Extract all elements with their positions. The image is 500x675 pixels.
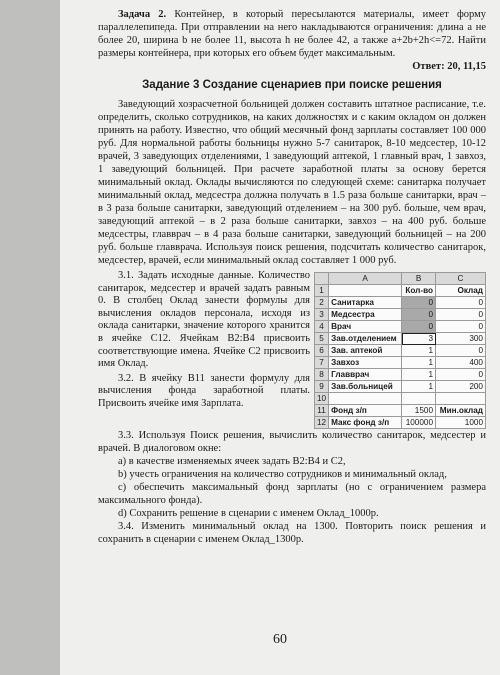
sheet-row bbox=[315, 309, 486, 321]
step31-text: 3.1. Задать исходные данные. Количество санитарок, медсестер и врачей задать равным 0. В столбец Оклад занести формулы для вычисления окладов персонала, исходя из оклада санитарки, значение которого хранится в ячейке C12. Ячейкам B2:B4 присвоить соответствующие имена. Ячейке C2 присвоить имя Оклад. bbox=[98, 270, 310, 370]
sheet-cell-a: Санитарка bbox=[329, 297, 402, 309]
sheet-cell-a: Медсестра bbox=[329, 309, 402, 321]
sheet-row-number: 1 bbox=[315, 285, 329, 297]
sheet-col-b: B bbox=[402, 273, 436, 285]
sheet-cell-a: Зав. аптекой bbox=[329, 345, 402, 357]
sheet-row-number: 7 bbox=[315, 357, 329, 369]
sheet-corner bbox=[315, 273, 329, 285]
sheet-cell-c: 0 bbox=[436, 297, 486, 309]
task2-answer: Ответ: 20, 11,15 bbox=[412, 61, 486, 72]
task2-text: Контейнер, в который пересылаются материалы, имеет форму параллелепипеда. При отправлении на него накладываются ограничения: длина a не более 20, ширина b не более 11, высота h не более 42, а также a+2b+2h<=72. Найти размеры контейнера, при которых его объем будет максимальным. bbox=[98, 9, 487, 59]
sheet-row bbox=[315, 381, 486, 393]
sheet-row bbox=[315, 297, 486, 309]
step33-list bbox=[98, 429, 486, 546]
sheet-cell-c: 400 bbox=[436, 357, 486, 369]
sheet-row-number: 8 bbox=[315, 369, 329, 381]
sheet-cell-a: Макс фонд з/п bbox=[329, 417, 402, 429]
sheet-row-number: 10 bbox=[315, 393, 329, 405]
sheet-cell-b: 0 bbox=[402, 297, 436, 309]
sheet-cell-b: 1 bbox=[402, 369, 436, 381]
sheet-cell-c: 0 bbox=[436, 369, 486, 381]
step31-with-table bbox=[98, 270, 486, 429]
step33-item-b: b) учесть ограничения на количество сотрудников и минимальный оклад, bbox=[118, 469, 447, 480]
sheet-cell-b: Кол-во bbox=[402, 285, 436, 297]
sheet-cell-c: 1000 bbox=[436, 417, 486, 429]
sheet-cell-b: 1 bbox=[402, 357, 436, 369]
sheet-cell-b: 1500 bbox=[402, 405, 436, 417]
spreadsheet-table bbox=[314, 272, 486, 429]
sheet-cell-a bbox=[329, 393, 402, 405]
sheet-row bbox=[315, 393, 486, 405]
sheet-cell-b: 0 bbox=[402, 321, 436, 333]
sheet-column-header-row bbox=[315, 273, 486, 285]
page-number: 60 bbox=[273, 632, 287, 647]
step33-item-c: с) обеспечить максимальный фонд зарплаты (но с ограничением размера максимального фонда). bbox=[98, 482, 486, 506]
sheet-cell-c: 0 bbox=[436, 309, 486, 321]
step31-column bbox=[98, 270, 310, 411]
sheet-row bbox=[315, 405, 486, 417]
sheet-row-number: 11 bbox=[315, 405, 329, 417]
step34-text: 3.4. Изменить минимальный оклад на 1300. Повторить поиск решения и сохранить в сценарии с именем Оклад_1300р. bbox=[98, 521, 486, 545]
document-page bbox=[60, 0, 500, 675]
sheet-cell-a: Зав.отделением bbox=[329, 333, 402, 345]
sheet-row bbox=[315, 357, 486, 369]
sheet-row-number: 5 bbox=[315, 333, 329, 345]
sheet-row bbox=[315, 333, 486, 345]
sheet-row-number: 3 bbox=[315, 309, 329, 321]
sheet-row bbox=[315, 321, 486, 333]
sheet-cell-c: Мин.оклад bbox=[436, 405, 486, 417]
task3-heading: Задание 3 Создание сценариев при поиске решения bbox=[142, 79, 442, 91]
sheet-col-a: A bbox=[329, 273, 402, 285]
sheet-cell-a: Зав.больницей bbox=[329, 381, 402, 393]
page-content bbox=[98, 8, 486, 546]
sheet-row-number: 4 bbox=[315, 321, 329, 333]
step33-item-a: а) в качестве изменяемых ячеек задать B2:B4 и C2, bbox=[118, 456, 346, 467]
sheet-row bbox=[315, 369, 486, 381]
sheet-row-number: 12 bbox=[315, 417, 329, 429]
sheet-cell-b: 0 bbox=[402, 309, 436, 321]
sheet-cell-c: 0 bbox=[436, 321, 486, 333]
sheet-col-c: C bbox=[436, 273, 486, 285]
sheet-cell-b: 3 bbox=[402, 333, 436, 345]
sheet-cell-a: Врач bbox=[329, 321, 402, 333]
sheet-cell-b: 1 bbox=[402, 345, 436, 357]
sheet-cell-c: 300 bbox=[436, 333, 486, 345]
sheet-cell-a: Главврач bbox=[329, 369, 402, 381]
sheet-cell-a bbox=[329, 285, 402, 297]
sheet-row-number: 9 bbox=[315, 381, 329, 393]
sheet-row bbox=[315, 417, 486, 429]
sheet-row-number: 2 bbox=[315, 297, 329, 309]
task2-title: Задача 2. bbox=[118, 9, 167, 20]
sheet-cell-c bbox=[436, 393, 486, 405]
sheet-row bbox=[315, 285, 486, 297]
sheet-cell-c: 0 bbox=[436, 345, 486, 357]
step33-item-d: d) Сохранить решение в сценарии с именем Оклад_1000р. bbox=[118, 508, 379, 519]
sheet-cell-b: 1 bbox=[402, 381, 436, 393]
sheet-cell-b bbox=[402, 393, 436, 405]
sheet-cell-c: 200 bbox=[436, 381, 486, 393]
step33-text: 3.3. Используя Поиск решения, вычислить количество санитарок, медсестер и врачей. В диалоговом окне: bbox=[98, 430, 486, 454]
sheet-row bbox=[315, 345, 486, 357]
sheet-cell-a: Фонд з/п bbox=[329, 405, 402, 417]
sheet-cell-c: Оклад bbox=[436, 285, 486, 297]
sheet-cell-b: 100000 bbox=[402, 417, 436, 429]
sheet-cell-a: Завхоз bbox=[329, 357, 402, 369]
sheet-row-number: 6 bbox=[315, 345, 329, 357]
task2-paragraph bbox=[98, 8, 486, 60]
step32-text: 3.2. В ячейку B11 занести формулу для вычисления фонда заработной платы. Присвоить ячейке имя Зарплата. bbox=[98, 372, 310, 409]
task3-intro: Заведующий хозрасчетной больницей должен составить штатное расписание, т.е. определить, сколько сотрудников, на каких должностях и с каким окладом он должен принять на работу. Известно, что общий месячный фонд зарплаты составляет 100 000 руб. Для нормальной работы больницы нужно 5-7 санитарок, 8-10 медсестер, 10-12 врачей, 3 заведующих отделениями, 1 заведующий аптекой, 1 главный врач, 1 завхоз, 1 заведующий больницей. При расчете заработной платы за основу берется минимальный оклад. Оклады вычисляются по следующей схеме: санитарка получает минимальный оклад, медсестра должна получать в 1.5 раза больше санитарки, врач – в 3 раза больше санитарки, заведующий отделением – на 300 руб. больше, чем врач, заведующий аптекой – в 2 раза больше санитарки, завхоз – на 400 руб. больше медсестры, главврач – в 4 раза больше санитарки, заведующий больницей – на 200 руб. больше главврача. Используя поиск решения, подсчитать количество санитарок, медсестер, врачей, если минимальный оклад составляет 1 000 руб. bbox=[98, 99, 486, 266]
